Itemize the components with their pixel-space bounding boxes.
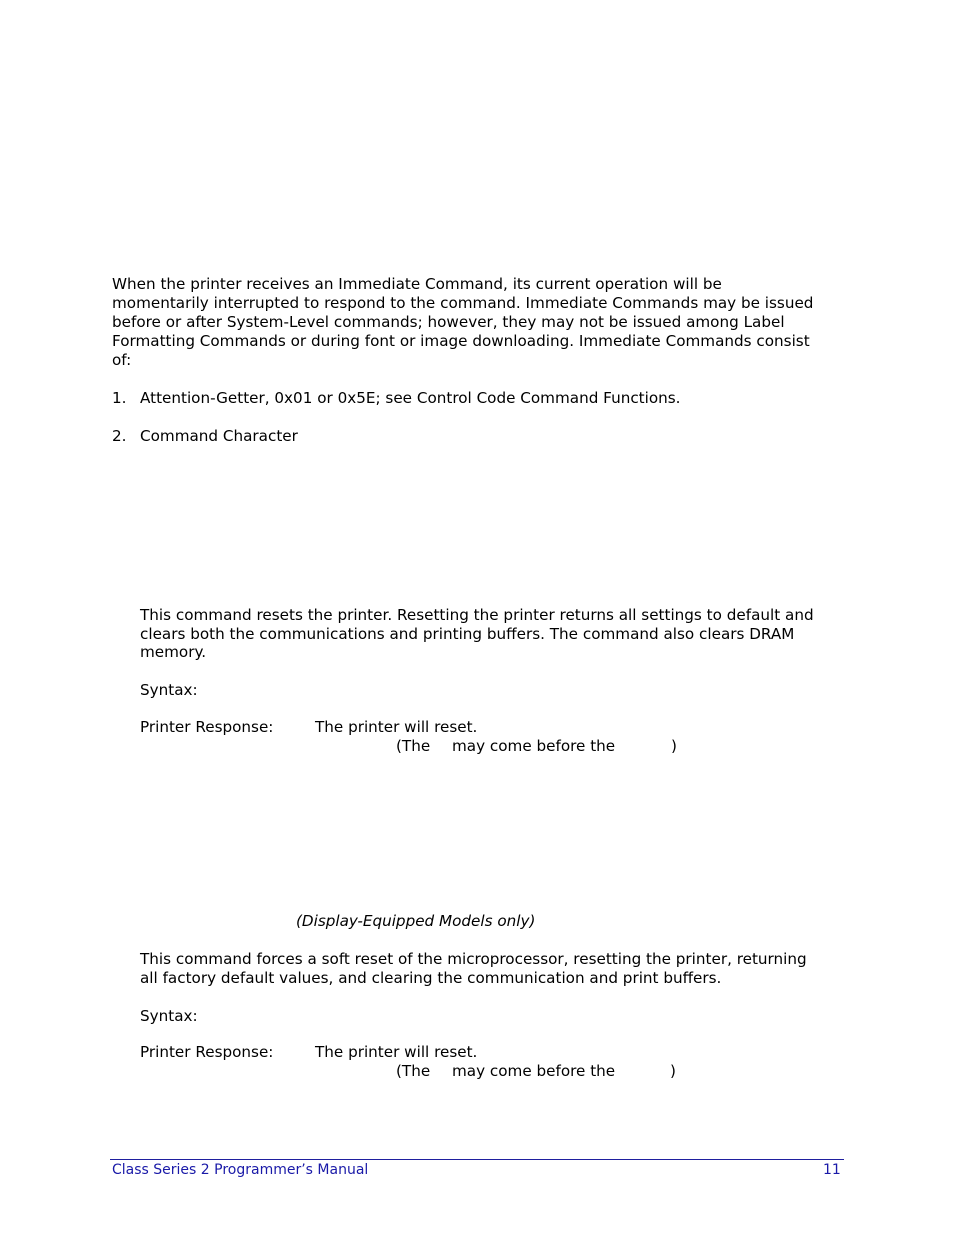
footer-divider bbox=[110, 1159, 844, 1160]
section2-syntax-label: Syntax: bbox=[140, 1007, 198, 1025]
section2-description-line: all factory default values, and clearing the communication and print buffers. bbox=[140, 969, 722, 987]
intro-line: momentarily interrupted to respond to the command. Immediate Commands may be issued bbox=[112, 294, 814, 312]
intro-line: When the printer receives an Immediate Command, its current operation will be bbox=[112, 275, 722, 293]
section2-description-line: This command forces a soft reset of the microprocessor, resetting the printer, returning bbox=[140, 950, 807, 968]
section2-note-middle: may come before the bbox=[452, 1062, 616, 1080]
section2-response-label: Printer Response: bbox=[140, 1043, 274, 1061]
list-item-number: 2. bbox=[112, 427, 127, 445]
section2-response-text: The printer will reset. bbox=[315, 1043, 478, 1061]
section2-title-suffix: (Display-Equipped Models only) bbox=[296, 912, 536, 930]
list-item-number: 1. bbox=[112, 389, 127, 407]
section1-note-open: (The bbox=[396, 737, 431, 755]
section1-response-text: The printer will reset. bbox=[315, 718, 478, 736]
list-item-text: Attention-Getter, 0x01 or 0x5E; see Control Code Command Functions. bbox=[140, 389, 681, 407]
section1-syntax-label: Syntax: bbox=[140, 681, 198, 699]
footer-page-number: 11 bbox=[823, 1162, 841, 1178]
intro-line: Formatting Commands or during font or image downloading. Immediate Commands consist bbox=[112, 332, 810, 350]
section1-response-label: Printer Response: bbox=[140, 718, 274, 736]
section1-description-line: This command resets the printer. Resetting the printer returns all settings to default and bbox=[140, 606, 814, 624]
section1-note-middle: may come before the bbox=[452, 737, 616, 755]
section1-note-close: ) bbox=[671, 737, 677, 755]
list-item-text: Command Character bbox=[140, 427, 298, 445]
section2-note-open: (The bbox=[396, 1062, 431, 1080]
intro-line: of: bbox=[112, 351, 132, 369]
section2-note-close: ) bbox=[670, 1062, 676, 1080]
intro-line: before or after System-Level commands; however, they may not be issued among Label bbox=[112, 313, 785, 331]
intro-paragraph bbox=[112, 275, 842, 370]
section1-description-line: clears both the communications and printing buffers. The command also clears DRAM bbox=[140, 625, 795, 643]
footer-manual-title: Class Series 2 Programmer’s Manual bbox=[112, 1162, 369, 1178]
section1-description-line: memory. bbox=[140, 643, 207, 661]
